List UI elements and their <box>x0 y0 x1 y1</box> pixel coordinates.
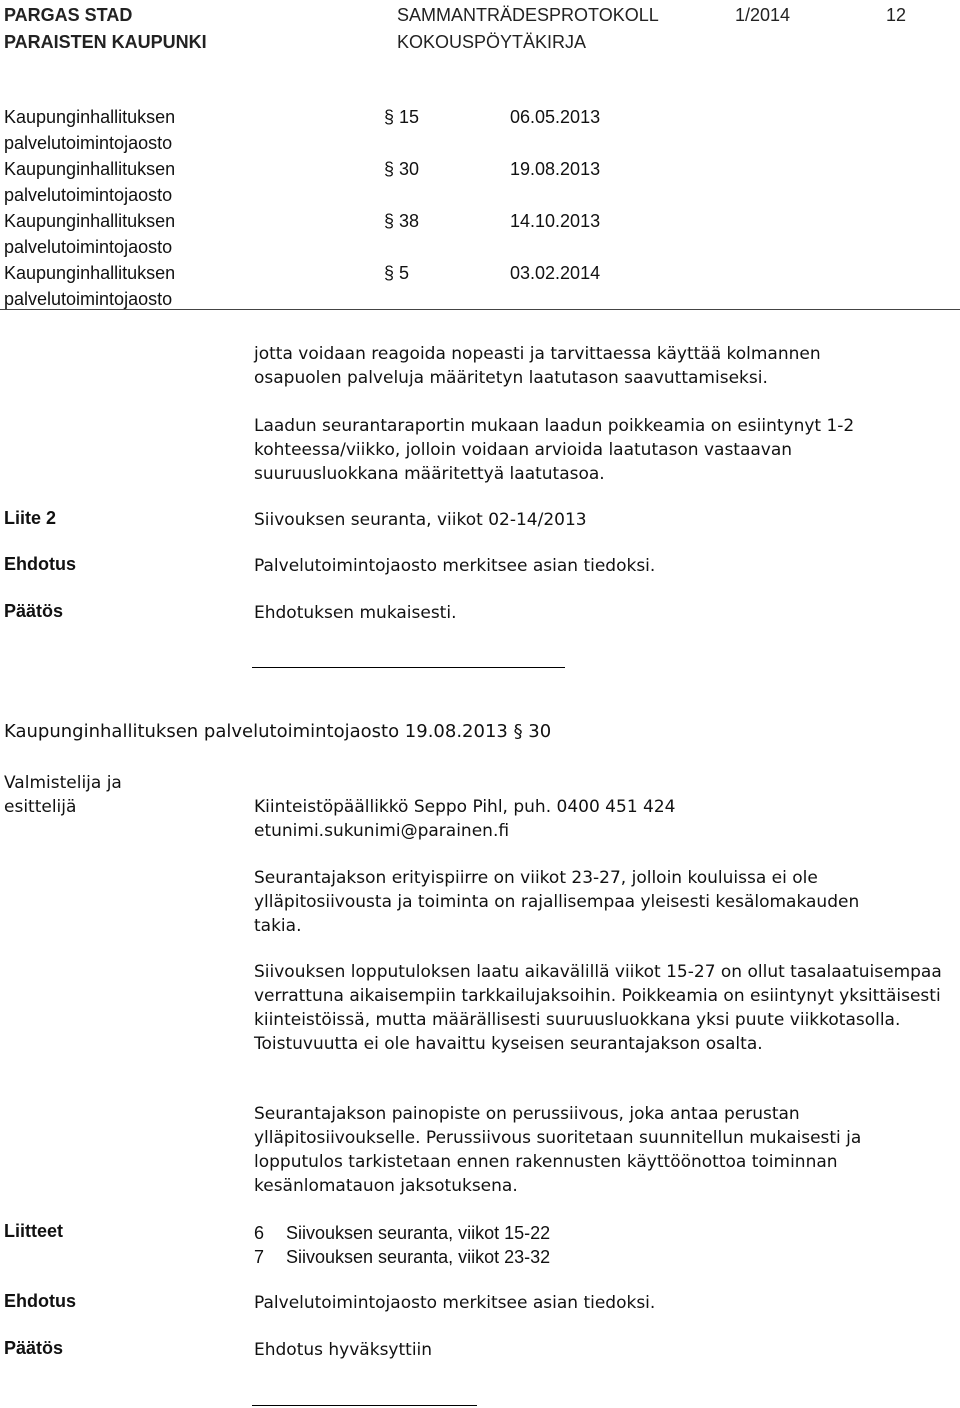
history-section: § 38 <box>384 211 420 231</box>
history-table <box>4 104 960 312</box>
paragraph-3 <box>254 866 904 938</box>
history-date: 14.10.2013 <box>510 211 601 231</box>
history-org <box>4 208 364 260</box>
paragraph-4-text: Siivouksen lopputuloksen laatu aikavälillä viikot 15-27 on ollut tasalaatuisempaa verrattuna aikaisempiin tarkkailujaksoihin. Poikkeamia on esiintynyt yksittäisesti kiinteistöissä, mutta määrällisesti suuruusluokkana yksi puute viikkotasolla. Toistuvuutta ei ole havaittu kyseisen seurantajakson osalta. <box>254 962 942 1054</box>
proposal-text: Palvelutoimintojaosto merkitsee asian tiedoksi. <box>254 1293 656 1313</box>
preparer-email: etunimi.sukunimi@parainen.fi <box>254 821 510 841</box>
history-date: 06.05.2013 <box>510 107 601 127</box>
history-section: § 5 <box>384 263 410 283</box>
paragraph-2-text: Laadun seurantaraportin mukaan laadun poikkeamia on esiintynyt 1-2 kohteessa/viikko, jolloin voidaan arvioida laatutason vastaavan suuruusluokkana määritettyä laatutasoa. <box>254 416 855 484</box>
section-heading: Kaupunginhallituksen palvelutoimintojaosto 19.08.2013 § 30 <box>4 721 552 742</box>
history-org-line1: Kaupunginhallituksen <box>4 107 176 127</box>
history-date: 19.08.2013 <box>510 159 601 179</box>
paragraph-4 <box>254 960 958 1056</box>
page-header <box>0 2 960 56</box>
document-title <box>397 2 659 56</box>
document-title-finnish: KOKOUSPÖYTÄKIRJA <box>397 32 587 52</box>
attachment-title: Siivouksen seuranta, viikot 23-32 <box>286 1247 551 1267</box>
paragraph-5 <box>254 1102 904 1198</box>
preparer-name: Kiinteistöpäällikkö Seppo Pihl, puh. 0400 451 424 <box>254 797 676 817</box>
attachment-number: 7 <box>254 1247 265 1267</box>
history-row <box>4 208 960 260</box>
attachment-label: Liite 2 <box>4 508 57 528</box>
history-section: § 30 <box>384 159 420 179</box>
attachments-label: Liitteet <box>4 1221 64 1241</box>
paragraph-1 <box>254 342 904 390</box>
attachment-text: Siivouksen seuranta, viikot 02-14/2013 <box>254 510 587 530</box>
proposal-label: Ehdotus <box>4 554 76 574</box>
protocol-number: 1/2014 <box>735 5 791 25</box>
municipality-name-finnish: PARAISTEN KAUPUNKI <box>4 32 207 52</box>
history-row <box>4 156 960 208</box>
history-row <box>4 260 960 312</box>
separator-rule <box>252 667 565 668</box>
history-org-line2: palvelutoimintojaosto <box>4 185 173 205</box>
history-org <box>4 104 364 156</box>
paragraph-3-text: Seurantajakson erityispiirre on viikot 23-27, jolloin kouluissa ei ole ylläpitosiivousta ja toiminta on rajallisempaa yleisesti kesälomakauden takia. <box>254 868 860 936</box>
preparer-label <box>4 771 122 819</box>
paragraph-5-text: Seurantajakson painopiste on perussiivous, joka antaa perustan ylläpitosiivoukselle. Perussiivous suoritetaan suunnitellun mukaisesti ja lopputulos tarkistetaan ennen rakennusten käyttöönottoa toiminnan kesänlomatauon jaksotuksena. <box>254 1104 862 1196</box>
preparer-label-line2: esittelijä <box>4 797 77 817</box>
history-org-line1: Kaupunginhallituksen <box>4 211 176 231</box>
history-org-line2: palvelutoimintojaosto <box>4 289 173 309</box>
preparer-contact <box>254 795 675 843</box>
decision-text: Ehdotus hyväksyttiin <box>254 1340 433 1360</box>
history-section: § 15 <box>384 107 420 127</box>
document-title-swedish: SAMMANTRÄDESPROTOKOLL <box>397 5 659 25</box>
history-row <box>4 104 960 156</box>
history-org-line2: palvelutoimintojaosto <box>4 133 173 153</box>
preparer-label-line1: Valmistelija ja <box>4 773 122 793</box>
attachment-item <box>254 1245 550 1269</box>
history-org-line1: Kaupunginhallituksen <box>4 263 176 283</box>
history-org <box>4 260 364 312</box>
attachments-list <box>254 1221 550 1269</box>
attachment-item <box>254 1221 550 1245</box>
attachment-number: 6 <box>254 1223 265 1243</box>
decision-label: Päätös <box>4 601 64 621</box>
history-org-line1: Kaupunginhallituksen <box>4 159 176 179</box>
paragraph-1-text: jotta voidaan reagoida nopeasti ja tarvittaessa käyttää kolmannen osapuolen palveluja määritetyn laatutason saavuttamiseksi. <box>254 344 821 388</box>
proposal-text: Palvelutoimintojaosto merkitsee asian tiedoksi. <box>254 556 656 576</box>
attachment-title: Siivouksen seuranta, viikot 15-22 <box>286 1223 551 1243</box>
proposal-label: Ehdotus <box>4 1291 76 1311</box>
page-number: 12 <box>886 5 907 25</box>
decision-text: Ehdotuksen mukaisesti. <box>254 603 457 623</box>
history-org-line2: palvelutoimintojaosto <box>4 237 173 257</box>
separator-rule <box>252 1405 477 1406</box>
paragraph-2 <box>254 414 914 486</box>
decision-label: Päätös <box>4 1338 64 1358</box>
municipality-name <box>4 2 207 56</box>
municipality-name-swedish: PARGAS STAD <box>4 5 133 25</box>
history-org <box>4 156 364 208</box>
history-divider <box>0 309 960 310</box>
history-date: 03.02.2014 <box>510 263 601 283</box>
